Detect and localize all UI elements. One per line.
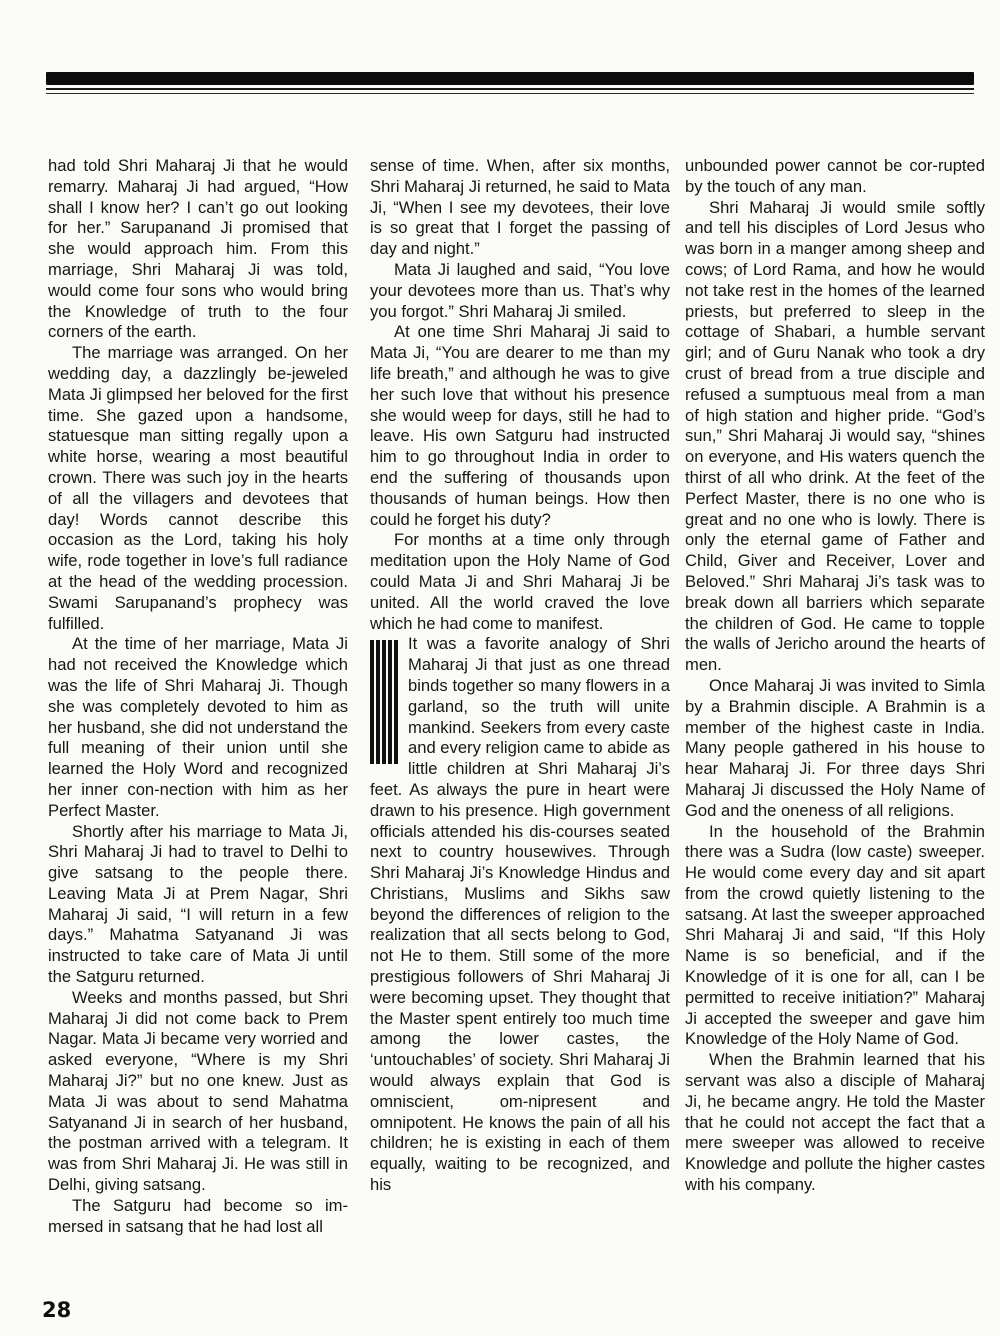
paragraph: Shortly after his marriage to Mata Ji, Shri Maharaj Ji had to travel to Delhi to give satsang to the people there. Leaving Mata Ji at Prem Nagar, Shri Maharaj Ji said, “I will return in a few days.” Mahatma Satyanand Ji was instructed to take care of Mata Ji until the Satguru returned. [48,821,348,987]
paragraph: unbounded power cannot be cor-rupted by the touch of any man. [685,156,985,196]
paragraph: Shri Maharaj Ji would smile softly and tell his disciples of Lord Jesus who was born in a manger among sheep and cows; of Lord Rama, and how he would not take rest in the homes of the learned priests, but preferred to sleep in the cottage of Shabari, a humble servant girl; and of Guru Nanak who took a dry crust of bread from a true disciple and refused a sumptuous meal from a man of high station and higher pride. “God’s sun,” Shri Maharaj Ji would say, “shines on everyone, and His waters quench the thirst of all who drink. At the feet of the Perfect Master, there is no one who is great and no one who is lowly. There is only the eternal game of Father and Child, Giver and Receiver, Lover and Beloved.” Shri Maharaj Ji’s task was to break down all barriers which separate the children of God. He came to topple the walls of Jericho around the hearts of men. [685,197,985,675]
column-right [685,156,985,1286]
paragraph: had told Shri Maharaj Ji that he would remarry. Maharaj Ji had argued, “How shall I know her? I can’t go out looking for her.” Sarupanand Ji promised that she would approach him. From this marriage, Shri Maharaj Ji was told, would come four sons who would bring the Knowledge of truth to the four corners of the earth. [48,156,348,342]
paragraph: For months at a time only through meditation upon the Holy Name of God could Mata Ji and Shri Maharaj Ji be united. All the world craved the love which he had come to manifest. [370,530,670,633]
column-left [48,156,348,1286]
paragraph: Mata Ji laughed and said, “You love your devotees more than us. That’s why you forgot.” Shri Maharaj Ji smiled. [370,259,670,321]
paragraph: At the time of her marriage, Mata Ji had not received the Knowledge which was the life of Shri Maharaj Ji. Though she was completely devoted to him as her husband, she did not understand the full meaning of their union until she learned the Holy Word and recognized her inner con-nection with him as her Perfect Master. [48,634,348,820]
header-rule-thick [46,72,974,85]
paragraph: At one time Shri Maharaj Ji said to Mata Ji, “You are dearer to me than my life breath,” and although he was to give her such love that without his presence she would weep for days, still he had to leave. His own Satguru had instructed him to go throughout India in order to end the suffering of thousands upon thousands of human beings. How then could he forget his duty? [370,322,670,529]
dropcap-paragraph-text: It was a favorite analogy of Shri Maharaj Ji that just as one thread binds together so many flowers in a garland, so the truth will unite mankind. Seekers from every caste and every religion came to abide as little children at Shri Maharaj Ji’s feet. As always the pure in heart were drawn to his presence. High government officials attended his dis-courses seated next to country housewives. Through Shri Maharaj Ji’s Knowledge Hindus and Christians, Muslims and Sikhs saw beyond the differences of religion to the realization that all sects belong to God, not He to them. Still some of the more prestigious followers of Shri Maharaj Ji were becoming upset. They thought that the Master spent entirely too much time among the lower castes, the ‘untouchables’ of society. Shri Maharaj Ji would always explain that God is omniscient, om-nipresent and omnipotent. He knows the pain of all his children; he is existing in each of them equally, waiting to be recognized, and his [370,634,670,1195]
page-number: 28 [42,1298,72,1322]
dropcap-letter-i [370,640,400,764]
header-rule-hairline [46,93,974,94]
dropcap-paragraph [370,634,670,1196]
header-rule [46,68,974,98]
header-rule-thin [46,88,974,90]
paragraph: The marriage was arranged. On her wedding day, a dazzlingly be-jeweled Mata Ji glimpsed her beloved for the first time. She gazed upon a handsome, statuesque man sitting regally upon a white horse, wearing a most beautiful crown. There was such joy in the hearts of all the villagers and devotees that day! Words cannot describe this occasion as the Lord, taking his holy wife, rode together in love’s full radiance at the head of the wedding procession. Swami Sarupanand’s prophecy was fulfilled. [48,343,348,633]
column-middle [370,156,670,1286]
paragraph: When the Brahmin learned that his servant was also a disciple of Maharaj Ji, he became angry. He told the Master that he could not accept the fact that a mere sweeper was allowed to receive Knowledge and pollute the higher castes with his company. [685,1050,985,1195]
paragraph: In the household of the Brahmin there was a Sudra (low caste) sweeper. He would come every day and sit apart from the crowd quietly listening to the satsang. At last the sweeper approached Shri Maharaj Ji and said, “If this Holy Name is so beneficial, and if the Knowledge of it is one for all, can I be permitted to receive initiation?” Maharaj Ji accepted the sweeper and gave him Knowledge of the Holy Name of God. [685,821,985,1049]
paragraph: Weeks and months passed, but Shri Maharaj Ji did not come back to Prem Nagar. Mata Ji became very worried and asked everyone, “Where is my Shri Maharaj Ji?” but no one knew. Just as Mata Ji was about to send Mahatma Satyanand Ji in search of her husband, the postman arrived with a telegram. It was from Shri Maharaj Ji. He was still in Delhi, giving satsang. [48,987,348,1195]
paragraph: sense of time. When, after six months, Shri Maharaj Ji returned, he said to Mata Ji, “When I see my devotees, their love is so great that I forget the passing of day and night.” [370,156,670,259]
paragraph: Once Maharaj Ji was invited to Simla by a Brahmin disciple. A Brahmin is a member of the highest caste in India. Many people gathered in his house to hear Maharaj Ji. For three days Shri Maharaj Ji discussed the Holy Name of God and the oneness of all religions. [685,675,985,820]
paragraph: The Satguru had become so im-mersed in satsang that he had lost all [48,1195,348,1236]
